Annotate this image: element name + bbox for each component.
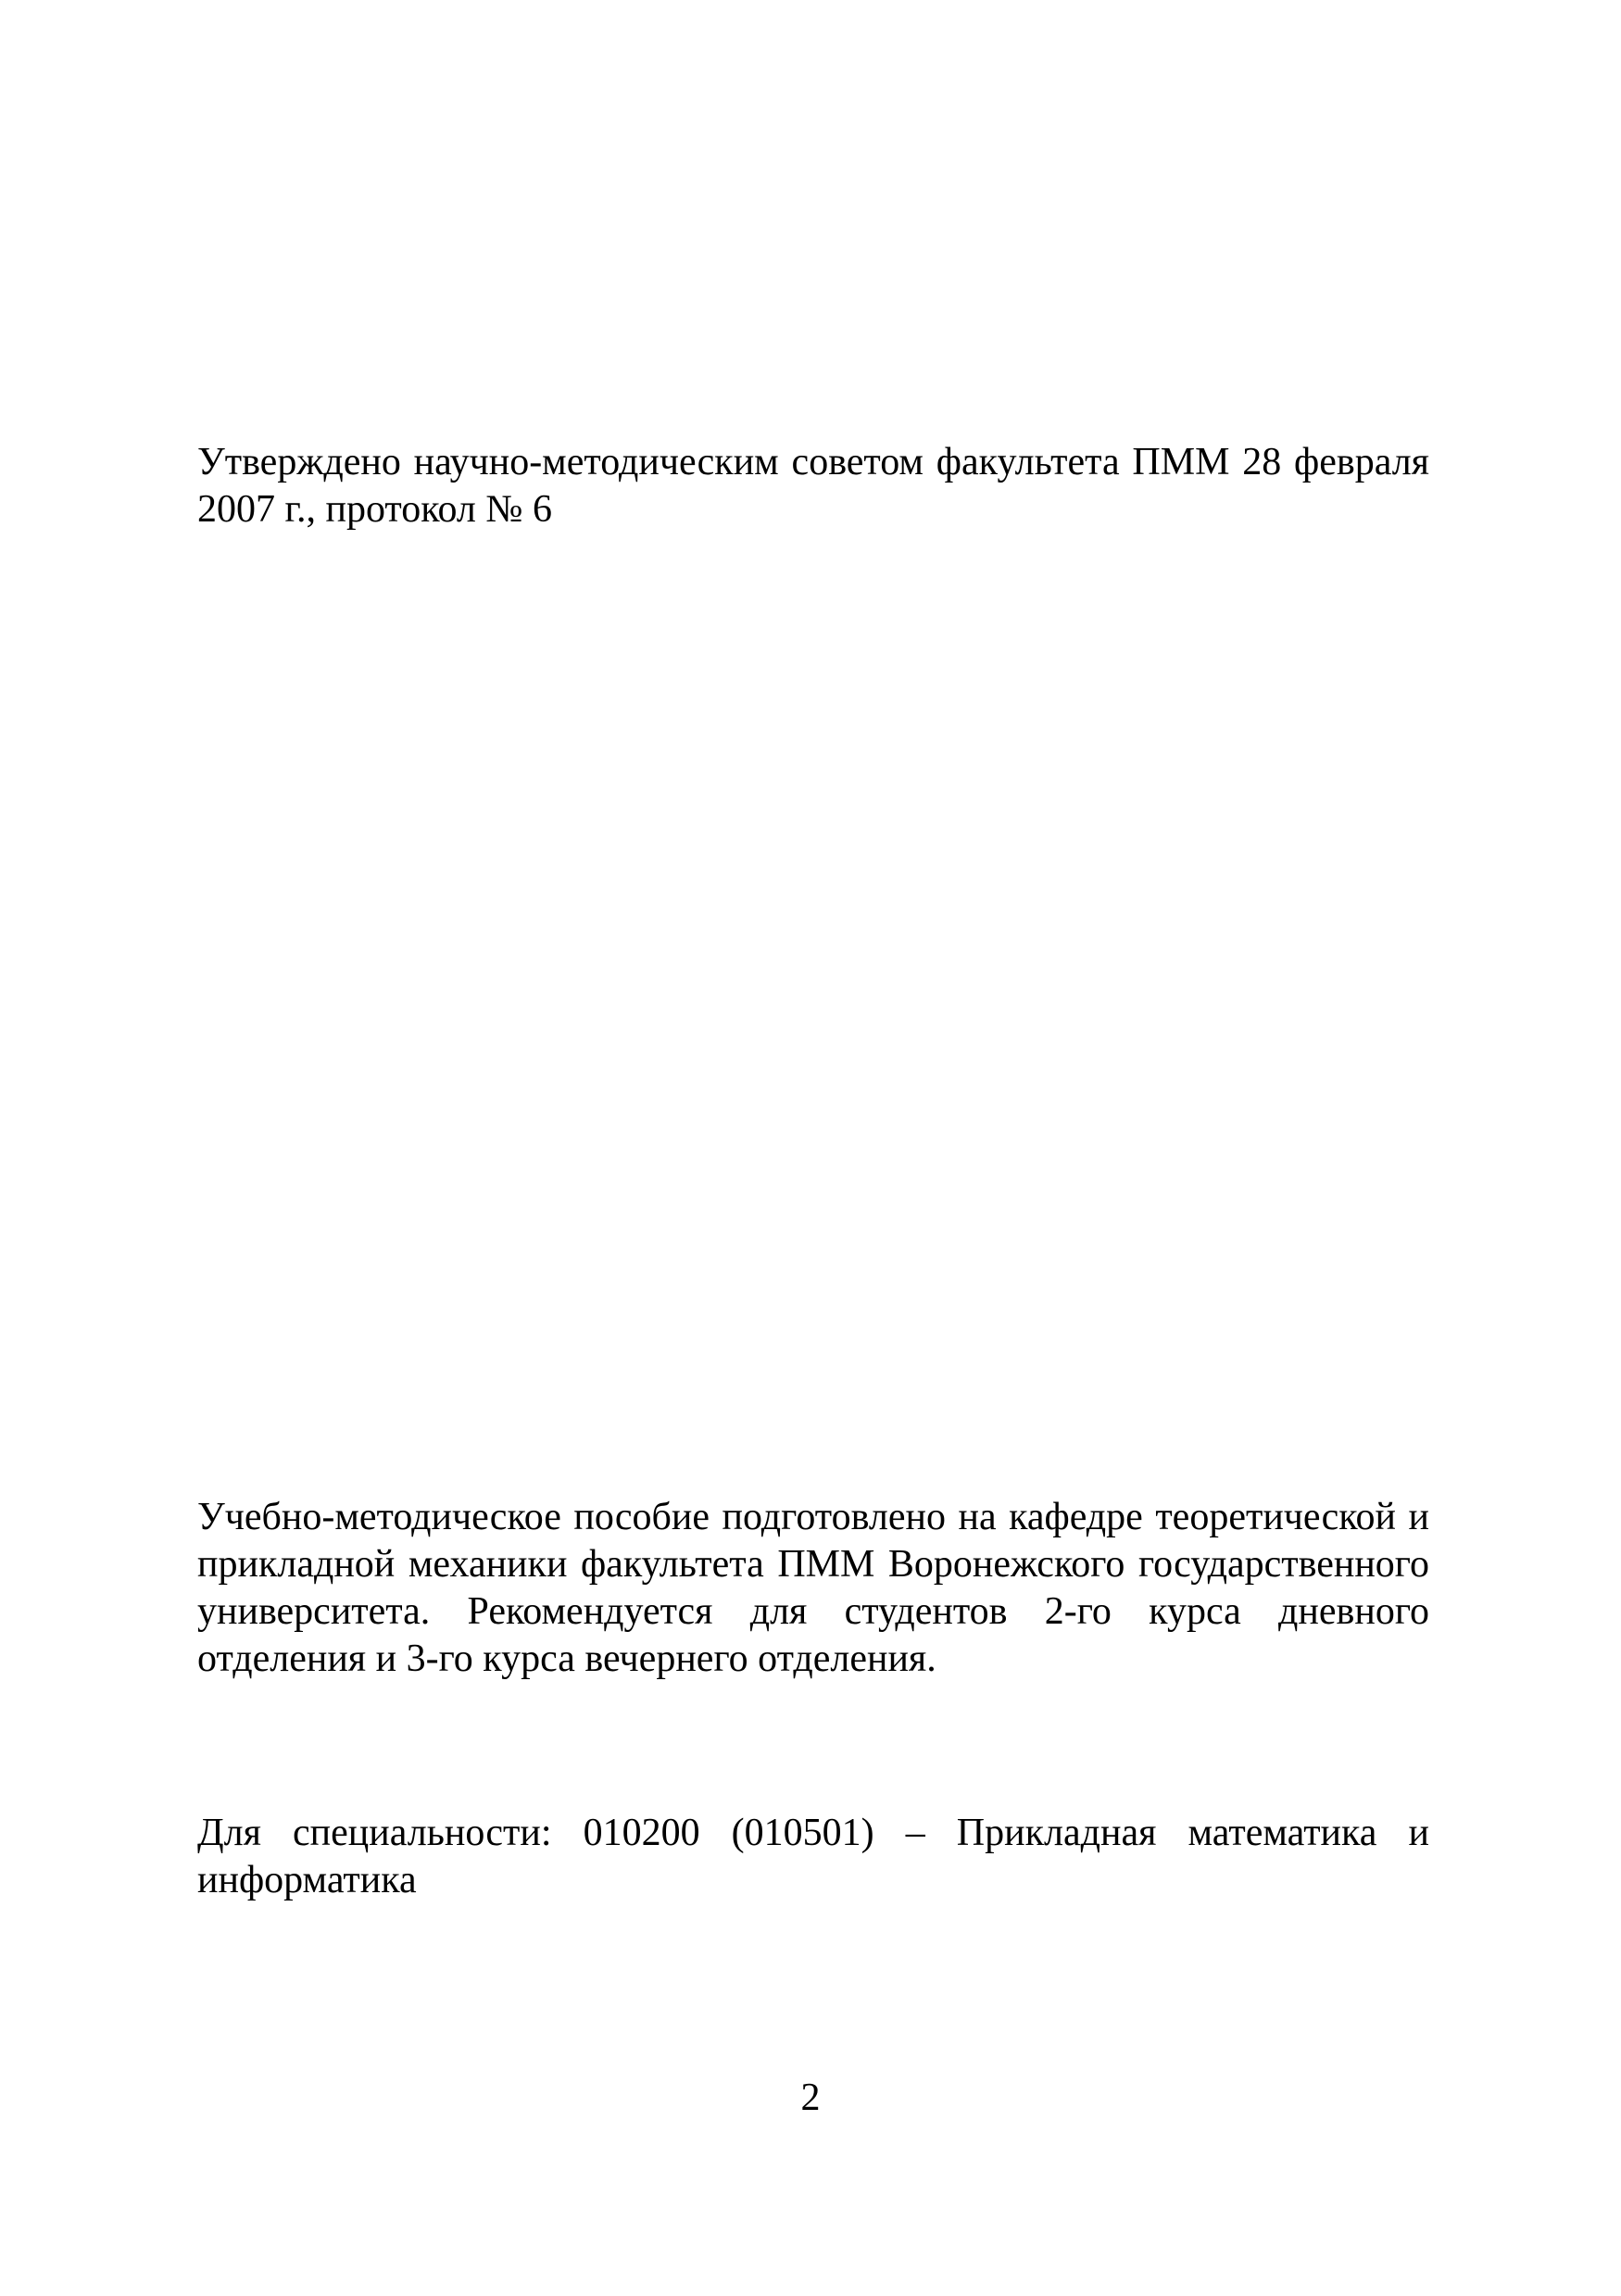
speciality-note: Для специальности: 010200 (010501) – Прикладная математика и информатика (197, 1812, 1429, 1901)
page-number: 2 (800, 2076, 821, 2119)
manual-description: Учебно-методическое пособие подготовлено на кафедре теоретической и прикладной механики факультета ПММ Воронежского государственного университета. Рекомендуется для студентов 2-го курса дневного отделения и 3-го курса вечернего отделения. (197, 1496, 1429, 1680)
approval-note: Утверждено научно-методическим советом факультета ПММ 28 февраля 2007 г., протокол № 6 (197, 441, 1429, 531)
